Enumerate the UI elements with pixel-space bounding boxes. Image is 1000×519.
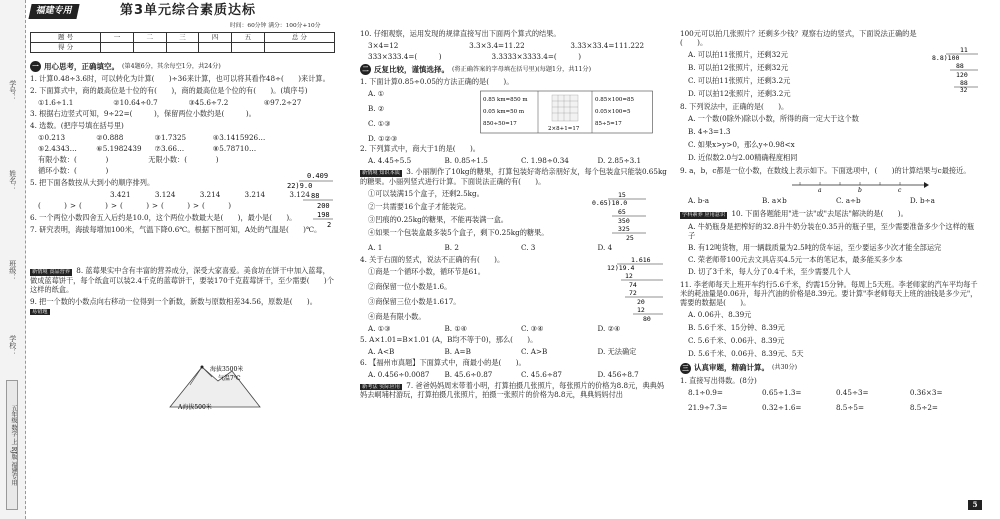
column-1: [30, 58, 335, 411]
score-col: 五: [232, 33, 265, 43]
pattern-item: 3×4=12: [368, 41, 399, 50]
option: C. a÷b: [835, 196, 861, 205]
q4-answer-lines: [38, 155, 298, 164]
question-text: 8. 蓝莓果实中含有丰富的营养成分，深受大家喜爱。美食坊在饼干中加入蓝莓，做成蓝莓饼干，每个纸盒可以装2.4千克的蓝莓饼干，要装170千克蓝莓饼干，至少需要( )个这样的纸盒。: [30, 266, 334, 294]
pattern-item: 3.33×33.4=111.222: [570, 41, 645, 50]
score-col: 四: [199, 33, 232, 43]
class-label: 班级：: [8, 260, 17, 281]
q2-options: [38, 98, 335, 107]
method-line: 85÷5=17: [595, 121, 622, 127]
option: B. 有12吨货物，用一辆载质量为2.5吨的货车运，至少要运多少次才能全部运完: [688, 242, 942, 252]
q9-block: [680, 165, 980, 178]
option: C. 荣老师带100元去文具店买4.5元一本的笔记本，最多能买多少本: [688, 254, 903, 264]
score-label-qnum: 题 号: [31, 33, 101, 43]
option: ②0.888: [96, 133, 124, 142]
knowledge-tag: 新情境 知识本质: [362, 170, 400, 176]
option: C. 5.6千米、0.06升、8.39元: [688, 335, 785, 345]
infinite-decimal-blank[interactable]: 无限小数：( ): [148, 155, 219, 164]
svg-text:65: 65: [618, 207, 626, 216]
option: D. 4: [597, 242, 613, 252]
question-text: 7. 爸爸妈妈周末带着小明，打算拍摄几张照片，每张照片的价格为8.8元，典典妈妈去峒埔村游玩，打算拍摄几张照片，拍摄一张照片的价格为8.8元，典典妈妈付出: [360, 380, 665, 399]
option: C. 如果x>y>0，那么y÷0.98<x: [688, 140, 795, 149]
section-number: 三: [680, 363, 691, 374]
svg-text:120: 120: [956, 71, 968, 79]
page-title: 第3单元综合素质达标: [120, 3, 257, 18]
method-line: 0.85 km=850 m: [483, 97, 528, 103]
method-line: 850÷50=17: [483, 121, 517, 127]
section-3-header: [680, 363, 980, 374]
statement: ②一共需要16个盒子才能装完。: [368, 201, 471, 211]
calc-item[interactable]: 8.5÷5=: [835, 402, 864, 412]
axis-label-b: b: [858, 187, 862, 192]
svg-text:1.616: 1.616: [631, 255, 651, 264]
literacy-tag: 学科素养 应用意识: [682, 212, 726, 218]
svg-text:12)19.4: 12)19.4: [607, 263, 635, 272]
score-cell[interactable]: [101, 43, 134, 53]
name-label: 姓名：: [8, 170, 17, 191]
statement: ①可以装满15个盒子，还剩2.5kg。: [368, 188, 484, 198]
number: 3.124: [289, 190, 310, 199]
section-number: 二: [360, 64, 371, 75]
question-2-8: 8. 下列说法中，正确的是( )。: [680, 102, 789, 111]
question-2-9: 9. a，b，c都是一位小数，在数线上表示如下。下面选项中，( )的计算结果与c最接近。: [680, 166, 971, 175]
long-division-figure: [285, 170, 335, 230]
option: A. 可以拍11张照片，还剩32元: [688, 50, 788, 59]
section-2-header: [360, 64, 670, 75]
option: B. 可以拍12张照片，还剩32元: [688, 63, 789, 72]
section-title: 认真审题，精确计算。: [694, 363, 769, 373]
pattern-item: 3.3×3.4=11.22: [469, 41, 525, 50]
question-2-6: 6. 【福州市真题】下面算式中，商最小的是( )。: [360, 357, 526, 367]
question-text: 9. 把一个数的小数点向右移动一位得到一个新数，新数与原数相差34.56，原数是( )。: [30, 296, 317, 306]
svg-text:8.8)100: 8.8)100: [932, 54, 960, 62]
svg-text:74: 74: [629, 280, 637, 289]
question-2-11: 11. 李老师每天上班开车约行5.6千米，约需15分钟。每周上5天班。李老师家的汽车平均每千米的耗油量是0.06升，每升汽油的价格是8.39元。要计算"李老师每天上班的油钱是多少元"，需要的数据是( )。: [680, 279, 978, 307]
page-number: 5: [968, 500, 982, 510]
statement: ①商是一个循环小数，循环节是61。: [368, 266, 485, 276]
option: A. 一个数(0除外)除以小数，所得的商一定大于这个数: [688, 114, 859, 123]
svg-text:200: 200: [317, 202, 330, 210]
question-1-8: [30, 266, 335, 294]
question-2-1: 1. 下面计算0.85÷0.05的方法正确的是( )。: [360, 77, 514, 86]
svg-text:25: 25: [626, 233, 634, 241]
new-context-tag: 新情境 食品营养: [32, 269, 70, 275]
option: C. 45.6÷87: [521, 369, 562, 379]
q4-options-b: [38, 144, 268, 153]
method-figure: [480, 89, 655, 135]
svg-text:325: 325: [618, 224, 630, 233]
option: D. b÷a: [909, 196, 935, 205]
svg-text:0.409: 0.409: [307, 172, 329, 180]
score-cell[interactable]: [199, 43, 232, 53]
svg-text:20: 20: [637, 297, 645, 306]
summit-label: 海拔3500米: [210, 366, 244, 373]
score-col: 总 分: [264, 33, 334, 43]
question-2-5: 5. A×1.01=B×1.01 (A，B均不等于0)，那么( )。: [360, 334, 538, 344]
exam-meta: 时间：60分钟 满分：100分+10分: [230, 23, 321, 29]
student-id-label: 学号：: [8, 80, 17, 101]
binding-strip: [0, 0, 26, 519]
question-2-3: [360, 167, 670, 186]
question-1-3: 3. 根据右边竖式可知，9÷22=( )，保留两位小数约是( )。: [30, 109, 256, 118]
svg-text:0.65)10.0: 0.65)10.0: [592, 198, 628, 207]
school-label: 学校：: [8, 335, 17, 356]
option: B. 45.6÷0.87: [444, 369, 493, 379]
section-note: (将正确答案的字母填在括号里)(每题1分，共11分): [452, 65, 592, 73]
q1-options: [360, 89, 480, 143]
svg-text:22)9.0: 22)9.0: [287, 182, 313, 190]
option: C. 3: [521, 242, 536, 252]
point-a-label: A海拔500米: [178, 404, 212, 411]
calc-item[interactable]: 8.5÷2=: [909, 402, 938, 412]
q4-options: [368, 324, 670, 333]
svg-text:88: 88: [311, 192, 320, 200]
option: D. ②④: [597, 323, 621, 333]
calc-row-2: [688, 403, 980, 412]
section-1-header: [30, 61, 335, 72]
section-title: 用心思考，正确填空。: [44, 61, 119, 71]
section-note: (第4题6分，其余每空1分，共24分): [122, 62, 221, 70]
option: ⑥5.1982439: [96, 144, 142, 153]
option: C. ③④: [521, 323, 544, 333]
method-line: 0.05 km=50 m: [483, 109, 525, 115]
division-figure-q7: [930, 28, 980, 92]
option: ①1.6÷1.1: [38, 98, 74, 107]
q10-answers: [368, 52, 670, 61]
option: B. 0.85÷1.5: [444, 156, 488, 165]
option: D. 切了3千米，每人分了0.4千米，至少需要几个人: [688, 266, 851, 276]
number: 3.421: [110, 190, 131, 199]
question-1-7: 7. 研究表明，海拔每增加100米，气温下降0.6℃。根据下图可知，A处的气温是( )℃。: [30, 225, 322, 234]
option: D. 5.6千米、0.06升、8.39元、5天: [688, 348, 804, 358]
answer-blank[interactable]: 3.3333×3333.4=( ): [491, 52, 582, 61]
calc-item[interactable]: 0.45÷3=: [835, 387, 869, 397]
q3-block: [360, 189, 670, 241]
recurring-decimal-blank[interactable]: 循环小数：( ): [38, 166, 109, 175]
region-badge: 福建专用: [28, 4, 79, 19]
option: B. ②: [368, 104, 385, 113]
q7-continued: [680, 28, 980, 98]
score-col: 三: [166, 33, 199, 43]
number: 3.214: [244, 190, 266, 199]
q2-options: [368, 156, 670, 165]
question-text: 100元可以拍几张照片？还剩多少钱？观察右边的竖式，下面说法正确的是( )。: [680, 29, 917, 47]
score-table: [30, 32, 335, 53]
question-2-10: [680, 209, 980, 219]
calc-item[interactable]: 21.9÷7.3=: [688, 402, 728, 412]
option: ④3.1415926…: [212, 133, 266, 142]
question-1-10: 10. 仔细观察，运用发现的规律直接写出下面两个算式的结果。: [360, 29, 561, 38]
statement: ④如果一个包装盒最多装5个盒子，剩下0.25kg的糖果。: [368, 227, 549, 237]
column-3: [680, 28, 980, 414]
q3-items: [360, 189, 590, 241]
calc-item[interactable]: 0.32÷1.6=: [761, 402, 802, 412]
question-2-2: 2. 下列算式中，商大于1的是( )。: [360, 144, 480, 153]
option: A. 0.456÷0.0087: [368, 369, 430, 379]
division-figure-q3: [590, 189, 650, 241]
number: 3.214: [199, 190, 221, 199]
option: B. ①④: [444, 323, 468, 333]
q5-options: [368, 347, 670, 356]
option: A. A<B: [368, 346, 395, 356]
svg-text:72: 72: [629, 288, 637, 297]
question-2-4: 4. 关于右面的竖式，说法不正确的有( )。: [360, 254, 505, 264]
number-line: [790, 178, 930, 192]
option: A. 1: [368, 242, 383, 252]
q7-text: [680, 28, 930, 98]
q10-pattern: [368, 41, 670, 50]
temperature-label: 气温7℃: [218, 375, 241, 382]
option: A. 4.45÷5.5: [368, 156, 412, 165]
option: D. 456÷8.7: [597, 369, 639, 379]
answer-blank[interactable]: 333×333.4=( ): [368, 52, 442, 61]
svg-text:88: 88: [956, 62, 964, 70]
option: ⑦3.66…: [154, 144, 185, 153]
method-line: 2×8+1=17: [548, 126, 580, 132]
option: C. 1.98÷0.34: [521, 156, 569, 165]
option: A. 牛奶瓶身是把榨好的32.8升牛奶分装在0.35升的瓶子里，至少需要准备多少个这样的瓶子: [688, 221, 975, 240]
option: D. 近似数2.0与2.00精确程度相同: [688, 153, 798, 162]
question-1-1: 1. 计算0.48÷3.6时，可以转化为计算( )÷36来计算，也可以将其看作48÷( )来计算。: [30, 74, 330, 83]
svg-text:350: 350: [618, 216, 630, 225]
score-cell[interactable]: [232, 43, 265, 53]
option: B. 2: [444, 242, 459, 252]
section-number: 一: [30, 61, 41, 72]
q6-options: [368, 370, 670, 379]
axis-label-a: a: [818, 187, 822, 192]
svg-text:32: 32: [960, 87, 968, 92]
option: C. A>B: [521, 346, 548, 356]
svg-text:80: 80: [643, 314, 651, 322]
question-text: 3. 小丽制作了10kg的糖果，打算包装好寄给亲朋好友，每个包装盒只能装0.65kg的糖果。小丽列竖式进行计算。下面说法正确的有( )。: [360, 167, 667, 186]
score-cell[interactable]: [133, 43, 166, 53]
q4-block: [360, 254, 670, 322]
q5-answer-line[interactable]: ( )>( )>( )>( )>( ): [38, 201, 235, 210]
section-title: 反复比较，谨慎选择。: [374, 64, 449, 74]
option: ②10.64÷0.7: [113, 98, 158, 107]
option: D. 无法确定: [597, 346, 637, 356]
option: B. 4÷3=1.3̇: [688, 127, 731, 136]
option: C. 可以拍11张照片，还剩3.2元: [688, 76, 791, 85]
option: D. 2.85÷3.1: [597, 156, 642, 165]
question-1-9: [30, 297, 335, 316]
option: C. ①③: [368, 119, 391, 128]
option: B. A=B: [444, 346, 471, 356]
statement: ②商保留一位小数是1.6。: [368, 281, 452, 291]
q3-options: [368, 243, 670, 252]
question-1-6: 6. 一个两位小数四舍五入后约是10.0，这个两位小数最大是( )，最小是( )。: [30, 213, 297, 222]
method-line: 0.85×100=85: [595, 97, 634, 103]
question-1-5: 5. 把下面各数按从大到小的顺序排列。: [30, 178, 155, 187]
svg-text:198: 198: [317, 211, 330, 219]
calc-item[interactable]: 8.1÷0.9=: [688, 387, 723, 397]
calc-row-1: [688, 388, 980, 397]
score-col: 二: [133, 33, 166, 43]
option: ①0.213: [38, 133, 66, 142]
option: A. ①: [368, 89, 385, 98]
score-cell[interactable]: [264, 43, 334, 53]
option: ⑧5.78710…: [212, 144, 257, 153]
new-method-tag: 新考法 实际应用: [362, 383, 400, 390]
calc-item[interactable]: 0.36×3=: [909, 387, 943, 397]
question-1-2: 2. 下面算式中，商的最高位是十位的有( )，商的最高位是个位的有( )。(填序号): [30, 86, 308, 95]
score-cell[interactable]: [166, 43, 199, 53]
column-2: [360, 28, 670, 402]
division-figure-q4: [605, 254, 665, 322]
statement: ③商保留三位小数是1.617。: [368, 296, 461, 306]
option: D. ①②③: [368, 134, 398, 143]
option: ⑤2.4343…: [38, 144, 77, 153]
axis-label-c: c: [898, 187, 902, 192]
statement: ④商是有限小数。: [368, 311, 426, 321]
svg-text:12: 12: [637, 305, 645, 314]
svg-text:15: 15: [618, 190, 626, 199]
mountain-figure: [160, 363, 270, 411]
score-col: 一: [101, 33, 134, 43]
svg-text:2: 2: [327, 221, 332, 229]
option: A. ①③: [368, 323, 391, 333]
book-tab: 五年级 数学 上 RJ版 福建专用: [6, 380, 18, 510]
statement: ③凹痕的0.25kg的糖果，不能再装满一盒。: [368, 214, 508, 224]
option: B. 5.6千米、15分钟、8.39元: [688, 322, 785, 332]
q1-block: [360, 89, 670, 143]
section-note: (共30分): [772, 364, 798, 372]
option: ③45.6÷7.2: [188, 98, 229, 107]
q9-options: [688, 196, 980, 205]
question-1-4: 4. 选数。(把序号填在括号里): [30, 121, 124, 130]
option: A. b-a: [688, 196, 710, 205]
option: B. a×b: [761, 196, 787, 205]
svg-text:11: 11: [960, 46, 968, 54]
option: D. 可以拍12张照片，还剩3.2元: [688, 89, 791, 98]
svg-text:88: 88: [960, 79, 968, 87]
option: ③1.7325: [154, 133, 187, 142]
question-text: 10. 下面各题能用"进一法"或"去尾法"解决的是( )。: [731, 209, 908, 218]
question-3-1: 1. 直接写出得数。(8分): [680, 375, 757, 385]
method-line: 0.05×100=5: [595, 109, 631, 115]
option: A. 0.06升、8.39元: [688, 309, 752, 319]
finite-decimal-blank[interactable]: 有限小数：( ): [38, 155, 109, 164]
calc-item[interactable]: 0.65÷1.3=: [761, 387, 802, 397]
svg-text:12: 12: [625, 271, 633, 280]
score-label-score: 得 分: [31, 43, 101, 53]
q4-text: [360, 254, 605, 322]
number: 3.124: [154, 190, 176, 199]
question-2-7: [360, 381, 670, 400]
q5-numbers: [110, 190, 310, 199]
option: ④97.2÷27: [263, 98, 302, 107]
error-prone-tag: 易错题: [32, 308, 48, 315]
q4-options-a: [38, 133, 268, 142]
